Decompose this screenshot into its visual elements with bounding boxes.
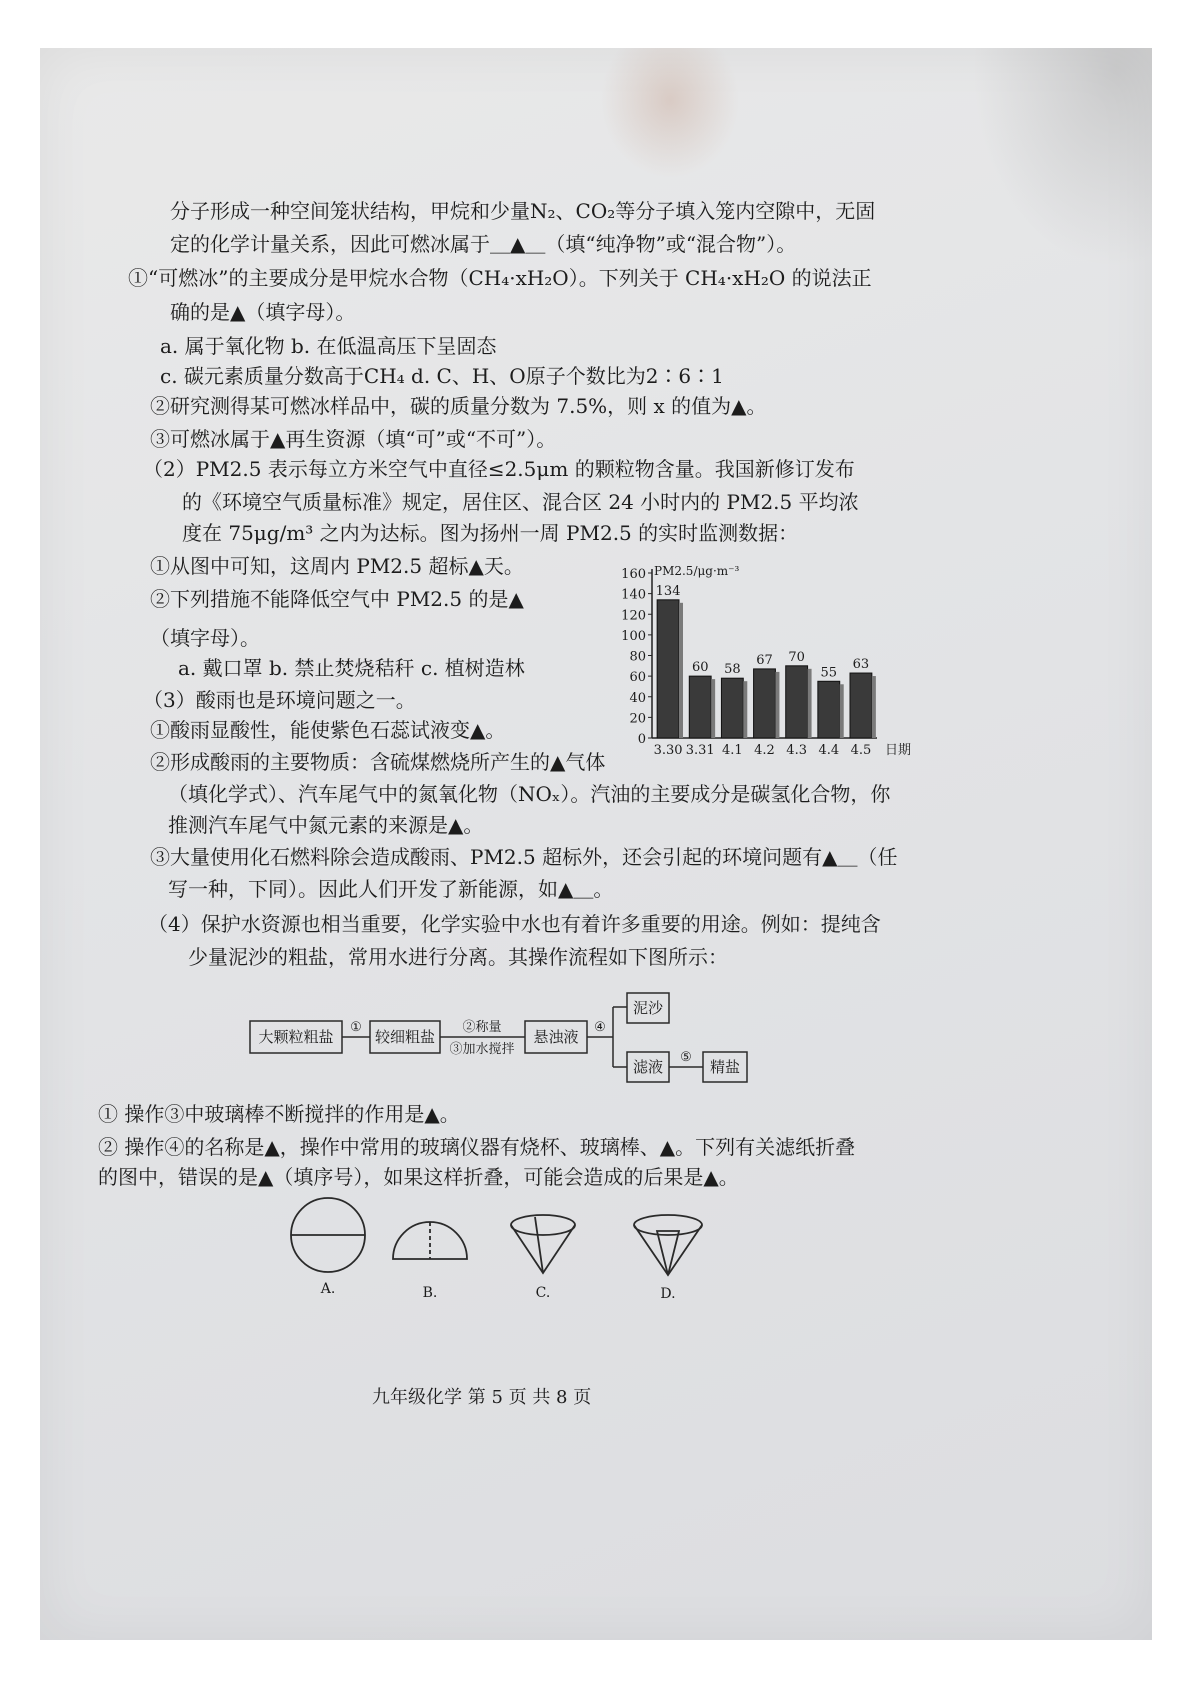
paper-stain: [600, 48, 740, 178]
chart-category-label: 4.3: [786, 743, 807, 758]
filter-figure-d: [634, 1215, 702, 1275]
chart-bar: [786, 666, 808, 738]
option-line-ab: a. 属于氧化物 b. 在低温高压下呈固态: [160, 334, 497, 358]
text-line-11: 度在 75μg/m³ 之内为达标。图为扬州一周 PM2.5 的实时监测数据：: [182, 521, 799, 545]
pm25-bar-chart: [600, 555, 920, 765]
question-3-1: ①酸雨显酸性，能使紫色石蕊试液变▲。: [150, 718, 506, 742]
flow-label-sediment: 泥沙: [632, 999, 664, 1017]
chart-category-label: 4.1: [722, 743, 743, 758]
filter-figure-c: [511, 1215, 575, 1273]
chart-category-label: 3.30: [653, 743, 683, 758]
chart-bar-shade: [711, 679, 715, 738]
text-line-27: 的图中，错误的是▲（填序号），如果这样折叠，可能会造成的后果是▲。: [98, 1165, 739, 1189]
chart-y-tick-label: 100: [621, 628, 646, 644]
chart-y-tick-label: 60: [629, 670, 646, 686]
chart-bar-shade: [775, 672, 779, 738]
filter-paper-figures: [285, 1195, 745, 1310]
flow-step-1: ①: [350, 1020, 362, 1035]
option-line-pm25: a. 戴口罩 b. 禁止焚烧秸秆 c. 植树造林: [178, 656, 525, 680]
page-footer: 九年级化学 第 5 页 共 8 页: [372, 1387, 592, 1408]
chart-data-label: 70: [788, 649, 805, 665]
filter-label-d: D.: [660, 1286, 676, 1302]
flow-label-fine-salt: 较细粗盐: [374, 1028, 436, 1046]
chart-title: PM2.5/μg·m⁻³: [654, 564, 740, 578]
flow-step-5: ⑤: [680, 1050, 692, 1065]
flow-label-filtrate: 滤液: [632, 1058, 664, 1076]
chart-data-label: 58: [724, 662, 741, 678]
chart-bar-shade: [808, 669, 812, 738]
chart-category-label: 4.5: [850, 743, 872, 758]
paper-shadow: [972, 48, 1152, 268]
chart-y-tick-label: 160: [621, 567, 646, 582]
question-2-2: ②下列措施不能降低空气中 PM2.5 的是▲: [150, 587, 524, 611]
question-4-1: ① 操作③中玻璃棒不断搅拌的作用是▲。: [98, 1102, 460, 1126]
chart-y-tick-label: 20: [629, 711, 646, 727]
chart-data-label: 60: [691, 660, 709, 676]
text-line-20: 推测汽车尾气中氮元素的来源是▲。: [168, 813, 484, 837]
chart-bar: [818, 681, 840, 738]
chart-y-tick-label: 40: [629, 690, 646, 706]
filter-label-b: B.: [422, 1285, 438, 1301]
text-line-1: 分子形成一种空间笼状结构，甲烷和少量N₂、CO₂等分子填入笼内空隙中，无固: [170, 199, 876, 223]
text-line-24: 少量泥沙的粗盐，常用水进行分离。其操作流程如下图所示：: [188, 945, 728, 969]
chart-category-label: 4.2: [754, 743, 775, 758]
salt-purification-flow: [245, 985, 765, 1090]
question-1-1: ①“可燃冰”的主要成分是甲烷水合物（CH₄·xH₂O）。下列关于 CH₄·xH₂O 的说法正: [128, 266, 872, 290]
chart-bar-shade: [840, 684, 844, 738]
question-3-2: ②形成酸雨的主要物质：含硫煤燃烧所产生的▲气体: [150, 750, 606, 774]
text-line-19: （填化学式）、汽车尾气中的氮氧化物（NOₓ）。汽油的主要成分是碳氢化合物，你: [168, 782, 891, 806]
chart-category-label: 3.31: [685, 743, 715, 758]
text-line-2: 定的化学计量关系，因此可燃冰属于＿▲＿（填“纯净物”或“混合物”）。: [170, 232, 797, 256]
chart-data-label: 63: [852, 657, 870, 673]
flow-step-3: ③加水搅拌: [449, 1042, 515, 1057]
filter-figure-b: [393, 1222, 467, 1259]
text-line-10: 的《环境空气质量标准》规定，居住区、混合区 24 小时内的 PM2.5 平均浓: [182, 490, 859, 514]
text-line-14: （填字母）。: [150, 626, 260, 650]
question-4-2: ② 操作④的名称是▲，操作中常用的玻璃仪器有烧杯、玻璃棒、▲。下列有关滤纸折叠: [98, 1135, 856, 1159]
chart-bar: [754, 669, 776, 738]
question-2-intro: （2）PM2.5 表示每立方米空气中直径≤2.5μm 的颗粒物含量。我国新修订发布: [143, 457, 855, 481]
flow-label-suspension: 悬浊液: [533, 1028, 579, 1046]
filter-label-a: A.: [320, 1281, 336, 1297]
chart-data-label: 134: [655, 583, 681, 599]
question-3-3: ③大量使用化石燃料除会造成酸雨、PM2.5 超标外，还会引起的环境问题有▲＿（任: [150, 845, 898, 869]
question-2-1: ①从图中可知，这周内 PM2.5 超标▲天。: [150, 554, 524, 578]
text-line-22: 写一种，下同）。因此人们开发了新能源，如▲＿。: [168, 877, 614, 901]
question-1-3: ③可燃冰属于▲再生资源（填“可”或“不可”）。: [150, 427, 557, 451]
flow-label-refined-salt: 精盐: [709, 1058, 741, 1076]
chart-y-tick-label: 140: [621, 587, 646, 603]
option-line-cd: c. 碳元素质量分数高于CH₄ d. C、H、O原子个数比为2∶6∶1: [160, 364, 724, 388]
filter-label-c: C.: [535, 1285, 551, 1301]
flow-label-coarse-salt: 大颗粒粗盐: [258, 1028, 334, 1046]
filter-figure-a: [291, 1198, 365, 1272]
question-4-intro: （4）保护水资源也相当重要，化学实验中水也有着许多重要的用途。例如：提纯含: [148, 912, 881, 936]
question-3-intro: （3）酸雨也是环境问题之一。: [143, 688, 416, 712]
chart-bar: [689, 676, 711, 738]
flow-step-4: ④: [594, 1020, 606, 1035]
chart-category-label: 4.4: [818, 743, 840, 758]
chart-y-tick-label: 0: [637, 732, 646, 747]
chart-data-label: 55: [820, 665, 838, 681]
chart-y-tick-label: 80: [629, 649, 646, 665]
text-line-4: 确的是▲（填字母）。: [170, 300, 356, 324]
chart-bar-shade: [872, 676, 876, 738]
flow-step-2: ②称量: [462, 1020, 502, 1035]
chart-bar-shade: [743, 681, 747, 738]
chart-bar-shade: [679, 603, 683, 738]
chart-data-label: 67: [756, 652, 773, 668]
chart-bar: [721, 678, 743, 738]
chart-y-tick-label: 120: [621, 608, 646, 624]
question-1-2: ②研究测得某可燃冰样品中，碳的质量分数为 7.5%，则 x 的值为▲。: [150, 394, 767, 418]
chart-bar: [657, 600, 679, 738]
chart-x-label: 日期: [885, 743, 912, 758]
chart-bar: [850, 673, 872, 738]
